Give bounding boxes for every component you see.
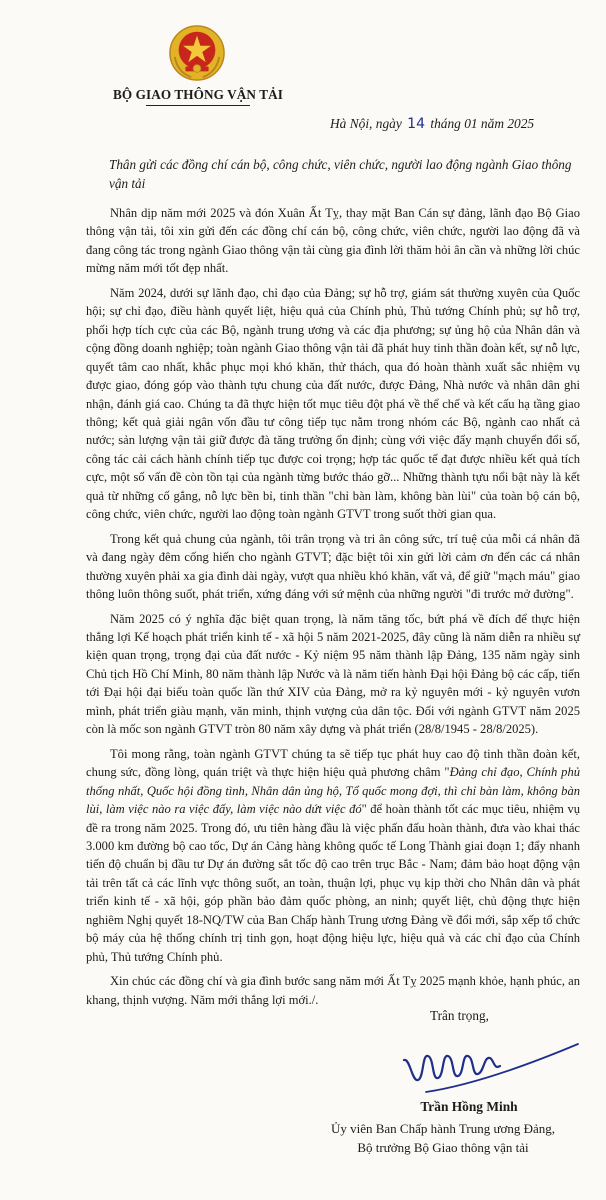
paragraph-1: Nhân dịp năm mới 2025 và đón Xuân Ất Tỵ, thay mặt Ban Cán sự đảng, lãnh đạo Bộ Giao thông vận tải, tôi xin gửi đến các đồng chí cán bộ, công chức, viên chức, người lao động đã và đang công tác trong ngành Giao thông vận tải cùng gia đình lời thăm hỏi ân cần và những lời chúc mừng năm mới tốt đẹp nhất.	[86, 206, 580, 276]
paragraph-5-intro: Tôi mong rằng, toàn ngành GTVT chúng ta sẽ tiếp tục phát huy cao độ tinh thần đoàn kết, chung sức, đồng lòng, quán triệt và thực hiện hiệu quả phương châm "	[86, 746, 580, 780]
dateline	[330, 116, 575, 132]
date-suffix: tháng 01 năm 2025	[430, 116, 535, 131]
signer-title-line-2: Bộ trưởng Bộ Giao thông vận tải	[357, 1140, 529, 1155]
date-prefix: Hà Nội, ngày	[330, 116, 402, 131]
date-day-handwritten: 14	[407, 116, 425, 132]
paragraph-5	[86, 745, 580, 966]
organization-name: BỘ GIAO THÔNG VẬN TẢI	[113, 87, 283, 102]
letter-body	[86, 204, 580, 1015]
paragraph-5-motto: Đảng chỉ đạo, Chính phủ thống nhất, Quốc hội đồng tình, Nhân dân ủng hộ, Tổ quốc mong đợi, thì chỉ bàn làm, không bàn lùi, làm việc nào ra việc đấy, làm việc nào dứt việc đó	[86, 765, 580, 817]
organization-underline	[146, 105, 250, 106]
paragraph-2: Năm 2024, dưới sự lãnh đạo, chỉ đạo của Đảng; sự hỗ trợ, giám sát thường xuyên của Quốc hội; sự chỉ đạo, điều hành quyết liệt, hiệu quả của Chính phủ, Thủ tướng Chính phủ; sự hỗ trợ, phối hợp tích cực của các Bộ, ngành trung ương và các địa phương; sự ủng hộ của Nhân dân và cộng đồng doanh nghiệp; toàn ngành Giao thông vận tải đã phát huy tinh thần đoàn kết, sự nỗ lực, quyết tâm cao nhất, khắc phục mọi khó khăn, thử thách, qua đó hoàn thành xuất sắc nhiệm vụ được giao, đóng góp vào thành tựu chung của đất nước, được Đảng, Nhà nước và nhân dân ghi nhận, đánh giá cao. Chúng ta đã thực hiện tốt mục tiêu đột phá về thể chế và kết cấu hạ tầng giao thông; kết quả giải ngân vốn đầu tư công tiếp tục nằm trong nhóm các Bộ, ngành cao nhất cả nước; sản lượng vận tải giữ được đà tăng trưởng ổn định; cùng với việc đẩy mạnh chuyển đổi số, công tác cải cách hành chính tiếp tục được coi trọng; hợp tác quốc tế đạt được nhiều kết quả tích cực, một số vấn đề còn tồn tại của ngành từng bước tháo gỡ... Những thành tựu nổi bật này là kết quả từ những cố gắng, nỗ lực bền bỉ, tinh thần "chỉ bàn làm, không bàn lùi" của toàn bộ cán bộ, công chức, viên chức, người lao động toàn ngành GTVT trong suốt thời gian qua.	[86, 285, 580, 522]
national-emblem-icon	[168, 24, 226, 82]
salutation: Thân gửi các đồng chí cán bộ, công chức, viên chức, người lao động ngành Giao thông vận tải	[109, 157, 572, 191]
signer-name: Trần Hồng Minh	[420, 1099, 518, 1114]
paragraph-6: Xin chúc các đồng chí và gia đình bước sang năm mới Ất Tỵ 2025 mạnh khỏe, hạnh phúc, an khang, thịnh vượng. Năm mới thắng lợi mới./.	[86, 974, 580, 1007]
signer-titles	[298, 1119, 588, 1157]
handwritten-signature-icon	[396, 1030, 586, 1102]
signer-title-line-1: Ủy viên Ban Chấp hành Trung ương Đảng,	[330, 1121, 556, 1136]
paragraph-4: Năm 2025 có ý nghĩa đặc biệt quan trọng, là năm tăng tốc, bứt phá về đích để thực hiện thắng lợi Kế hoạch phát triển kinh tế - xã hội 5 năm 2021-2025, đây cũng là năm diễn ra nhiều sự kiện quan trọng, trọng đại của đất nước - Kỷ niệm 95 năm thành lập Đảng, 135 năm ngày sinh Chủ tịch Hồ Chí Minh, 80 năm thành lập Nước và là năm tiến hành Đại hội Đảng bộ các cấp, tiến tới Đại hội đại biểu toàn quốc lần thứ XIV của Đảng, mở ra kỷ nguyên mới - kỷ nguyên vươn mình, phát triển giàu mạnh, văn minh, thịnh vượng của dân tộc. Đối với ngành GTVT năm 2025 còn là mốc son ngành GTVT tròn 80 năm xây dựng và phát triển (28/8/1945 - 28/8/2025).	[86, 611, 580, 737]
paragraph-5-rest: " để hoàn thành tốt các mục tiêu, nhiệm vụ đề ra trong năm 2025. Trong đó, ưu tiên hàng đầu là việc phấn đấu hoàn thành, đưa vào khai thác 3.000 km đường bộ cao tốc, Dự án Cảng hàng không quốc tế Long Thành giai đoạn 1; đẩy nhanh tiến độ chuẩn bị đầu tư Dự án đường sắt tốc độ cao trên trục Bắc - Nam; đảm bảo hoạt động vận tải trên tất cả các lĩnh vực thông suốt, an toàn, thuận lợi, phục vụ kịp thời cho Nhân dân và phát triển kinh tế - xã hội, góp phần bảo đảm quốc phòng, an ninh; quyết liệt, chủ động thực hiện nghiêm Nghị quyết 18-NQ/TW của Ban Chấp hành Trung ương Đảng về đổi mới, sắp xếp tổ chức bộ máy của hệ thống chính trị tinh gọn, hoạt động hiệu lực, hiệu quả và các chỉ đạo của Chính phủ, Thủ tướng Chính phủ.	[86, 802, 580, 964]
closing-regards: Trân trọng,	[430, 1008, 489, 1023]
paragraph-3: Trong kết quả chung của ngành, tôi trân trọng và tri ân công sức, trí tuệ của mỗi cá nhân đã và đang ngày đêm cống hiến cho ngành GTVT; đặc biệt tôi xin gửi lời cảm ơn đến các cá nhân thường xuyên phải xa gia đình dài ngày, vượt qua nhiều khó khăn, vất vả, để giữ "mạch máu" giao thông luôn thông suốt, phát triển, xứng đáng với sứ mệnh của những người "đi trước mở đường".	[86, 531, 580, 602]
